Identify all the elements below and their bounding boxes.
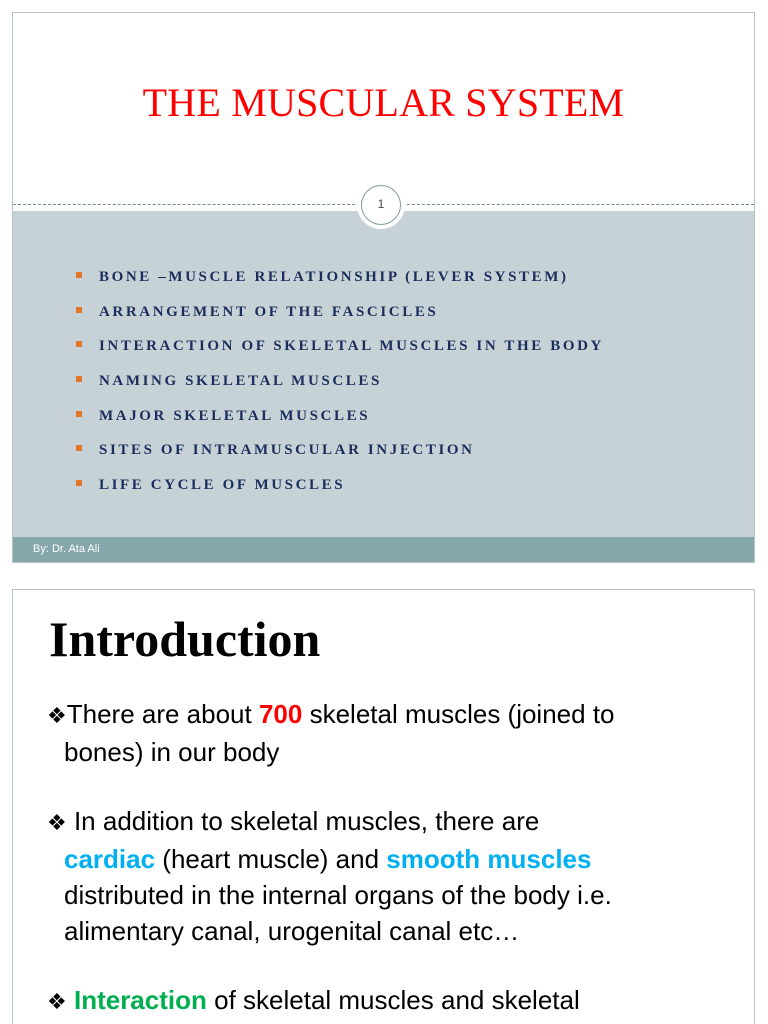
- square-bullet-icon: [76, 272, 82, 278]
- introduction-slide: [12, 589, 755, 1024]
- topic-label: INTERACTION OF SKELETAL MUSCLES IN THE BODY: [99, 338, 604, 355]
- highlight-cardiac: cardiac: [64, 844, 156, 874]
- topic-item: [75, 477, 604, 512]
- topic-label: ARRANGEMENT OF THE FASCICLES: [99, 303, 439, 320]
- square-bullet-icon: [76, 307, 82, 313]
- topic-label: LIFE CYCLE OF MUSCLES: [99, 477, 346, 494]
- paragraph-muscle-count: ❖There are about 700 skeletal muscles (joined to bones) in our body: [47, 699, 615, 767]
- title-slide: [12, 12, 755, 563]
- author-credit: By: Dr. Ata Ali: [33, 543, 100, 555]
- topic-list: [75, 269, 604, 512]
- topic-label: BONE –MUSCLE RELATIONSHIP (LEVER SYSTEM): [99, 269, 569, 285]
- slide-title: THE MUSCULAR SYSTEM: [142, 80, 625, 125]
- topic-item: [75, 269, 604, 304]
- muscle-count: 700: [258, 699, 303, 729]
- highlight-smooth-muscles: smooth muscles: [386, 844, 592, 874]
- paragraph-muscle-types: ❖ In addition to skeletal muscles, there are cardiac (heart muscle) and smooth muscles distributed in the internal organs of the body i.e. alimentary canal, urogenital canal etc…: [47, 806, 612, 946]
- square-bullet-icon: [76, 376, 82, 382]
- slide-footer: [13, 537, 754, 563]
- square-bullet-icon: [76, 341, 82, 347]
- topic-item: [75, 408, 604, 443]
- topic-item: [75, 373, 604, 408]
- diamond-bullet-icon: ❖: [47, 810, 67, 835]
- highlight-interaction: Interaction: [73, 985, 207, 1015]
- square-bullet-icon: [76, 411, 82, 417]
- diamond-bullet-icon: ❖: [47, 703, 67, 728]
- paragraph-interaction: ❖ Interaction of skeletal muscles and skeletal: [47, 985, 580, 1015]
- slide-title: Introduction: [49, 611, 321, 667]
- topic-label: MAJOR SKELETAL MUSCLES: [99, 407, 371, 424]
- topic-item: [75, 442, 604, 477]
- topic-item: [75, 304, 604, 339]
- page-number-badge: 1: [361, 185, 401, 225]
- topic-label: SITES OF INTRAMUSCULAR INJECTION: [99, 442, 475, 459]
- square-bullet-icon: [76, 445, 82, 451]
- topic-item: [75, 338, 604, 373]
- square-bullet-icon: [76, 480, 82, 486]
- diamond-bullet-icon: ❖: [47, 989, 67, 1014]
- topic-label: NAMING SKELETAL MUSCLES: [99, 373, 382, 390]
